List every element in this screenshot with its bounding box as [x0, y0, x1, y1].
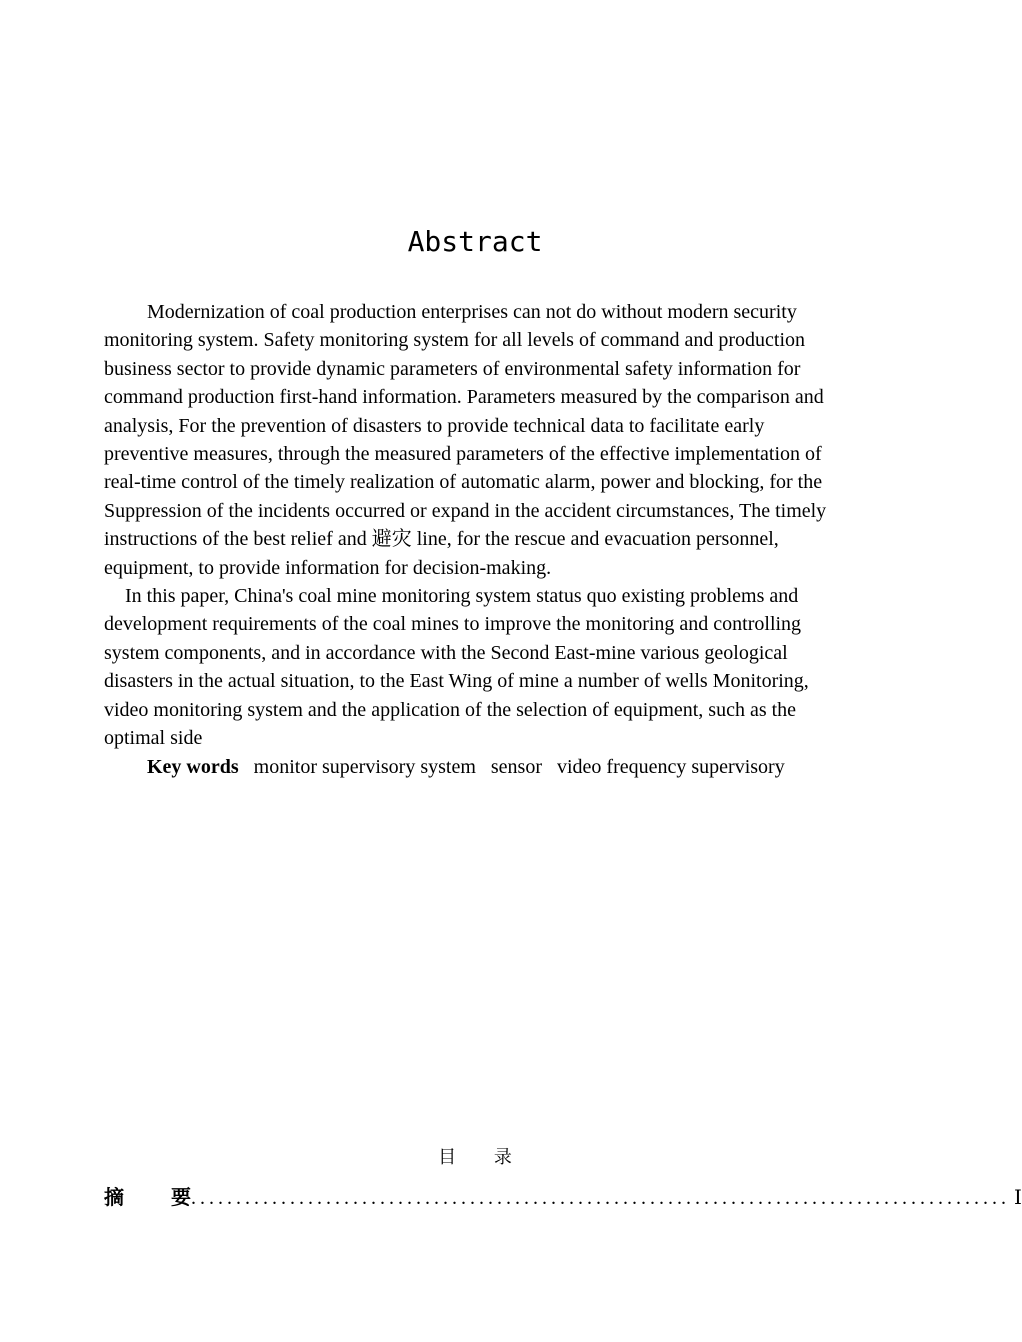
keyword-item: video frequency supervisory — [557, 755, 785, 778]
toc-entry-label: 摘 要 — [104, 1185, 211, 1209]
toc-leader-dots: ........................................................................................... — [190, 1187, 1010, 1209]
keyword-item: sensor — [490, 755, 542, 778]
keywords-line — [104, 753, 846, 781]
abstract-paragraph-1: Modernization of coal production enterprises can not do without modern security monitoring system. Safety monitoring system for all levels of command and production business sector to provide dynamic parameters of environmental safety information for command production first-hand information. Parameters measured by the comparison and analysis, For the prevention of disasters to provide technical data to facilitate early preventive measures, through the measured parameters of the effective implementation of real-time control of the timely realization of automatic alarm, power and blocking, for the Suppression of the incidents occurred or expand in the accident circumstances, The timely instructions of the best relief and 避灾 line, for the rescue and evacuation personnel, equipment, to provide information for decision-making. — [104, 301, 827, 579]
keyword-item: monitor supervisory system — [253, 755, 476, 778]
abstract-title: Abstract — [407, 225, 543, 258]
toc-heading: 目 录 — [438, 1147, 528, 1168]
abstract-paragraph-2: In this paper, China's coal mine monitoring system status quo existing problems and development requirements of the coal mines to improve the monitoring and controlling system components, and in accordance with the Second East-mine various geological disasters in the actual situation, to the East Wing of mine a number of wells Monitoring, video monitoring system and the application of the selection of equipment, such as the optimal side — [104, 585, 809, 750]
keywords-label: Key words — [147, 755, 239, 778]
abstract-body — [104, 298, 846, 781]
toc-entry[interactable] — [104, 1184, 1022, 1211]
toc-entry-page: I — [1013, 1185, 1022, 1209]
